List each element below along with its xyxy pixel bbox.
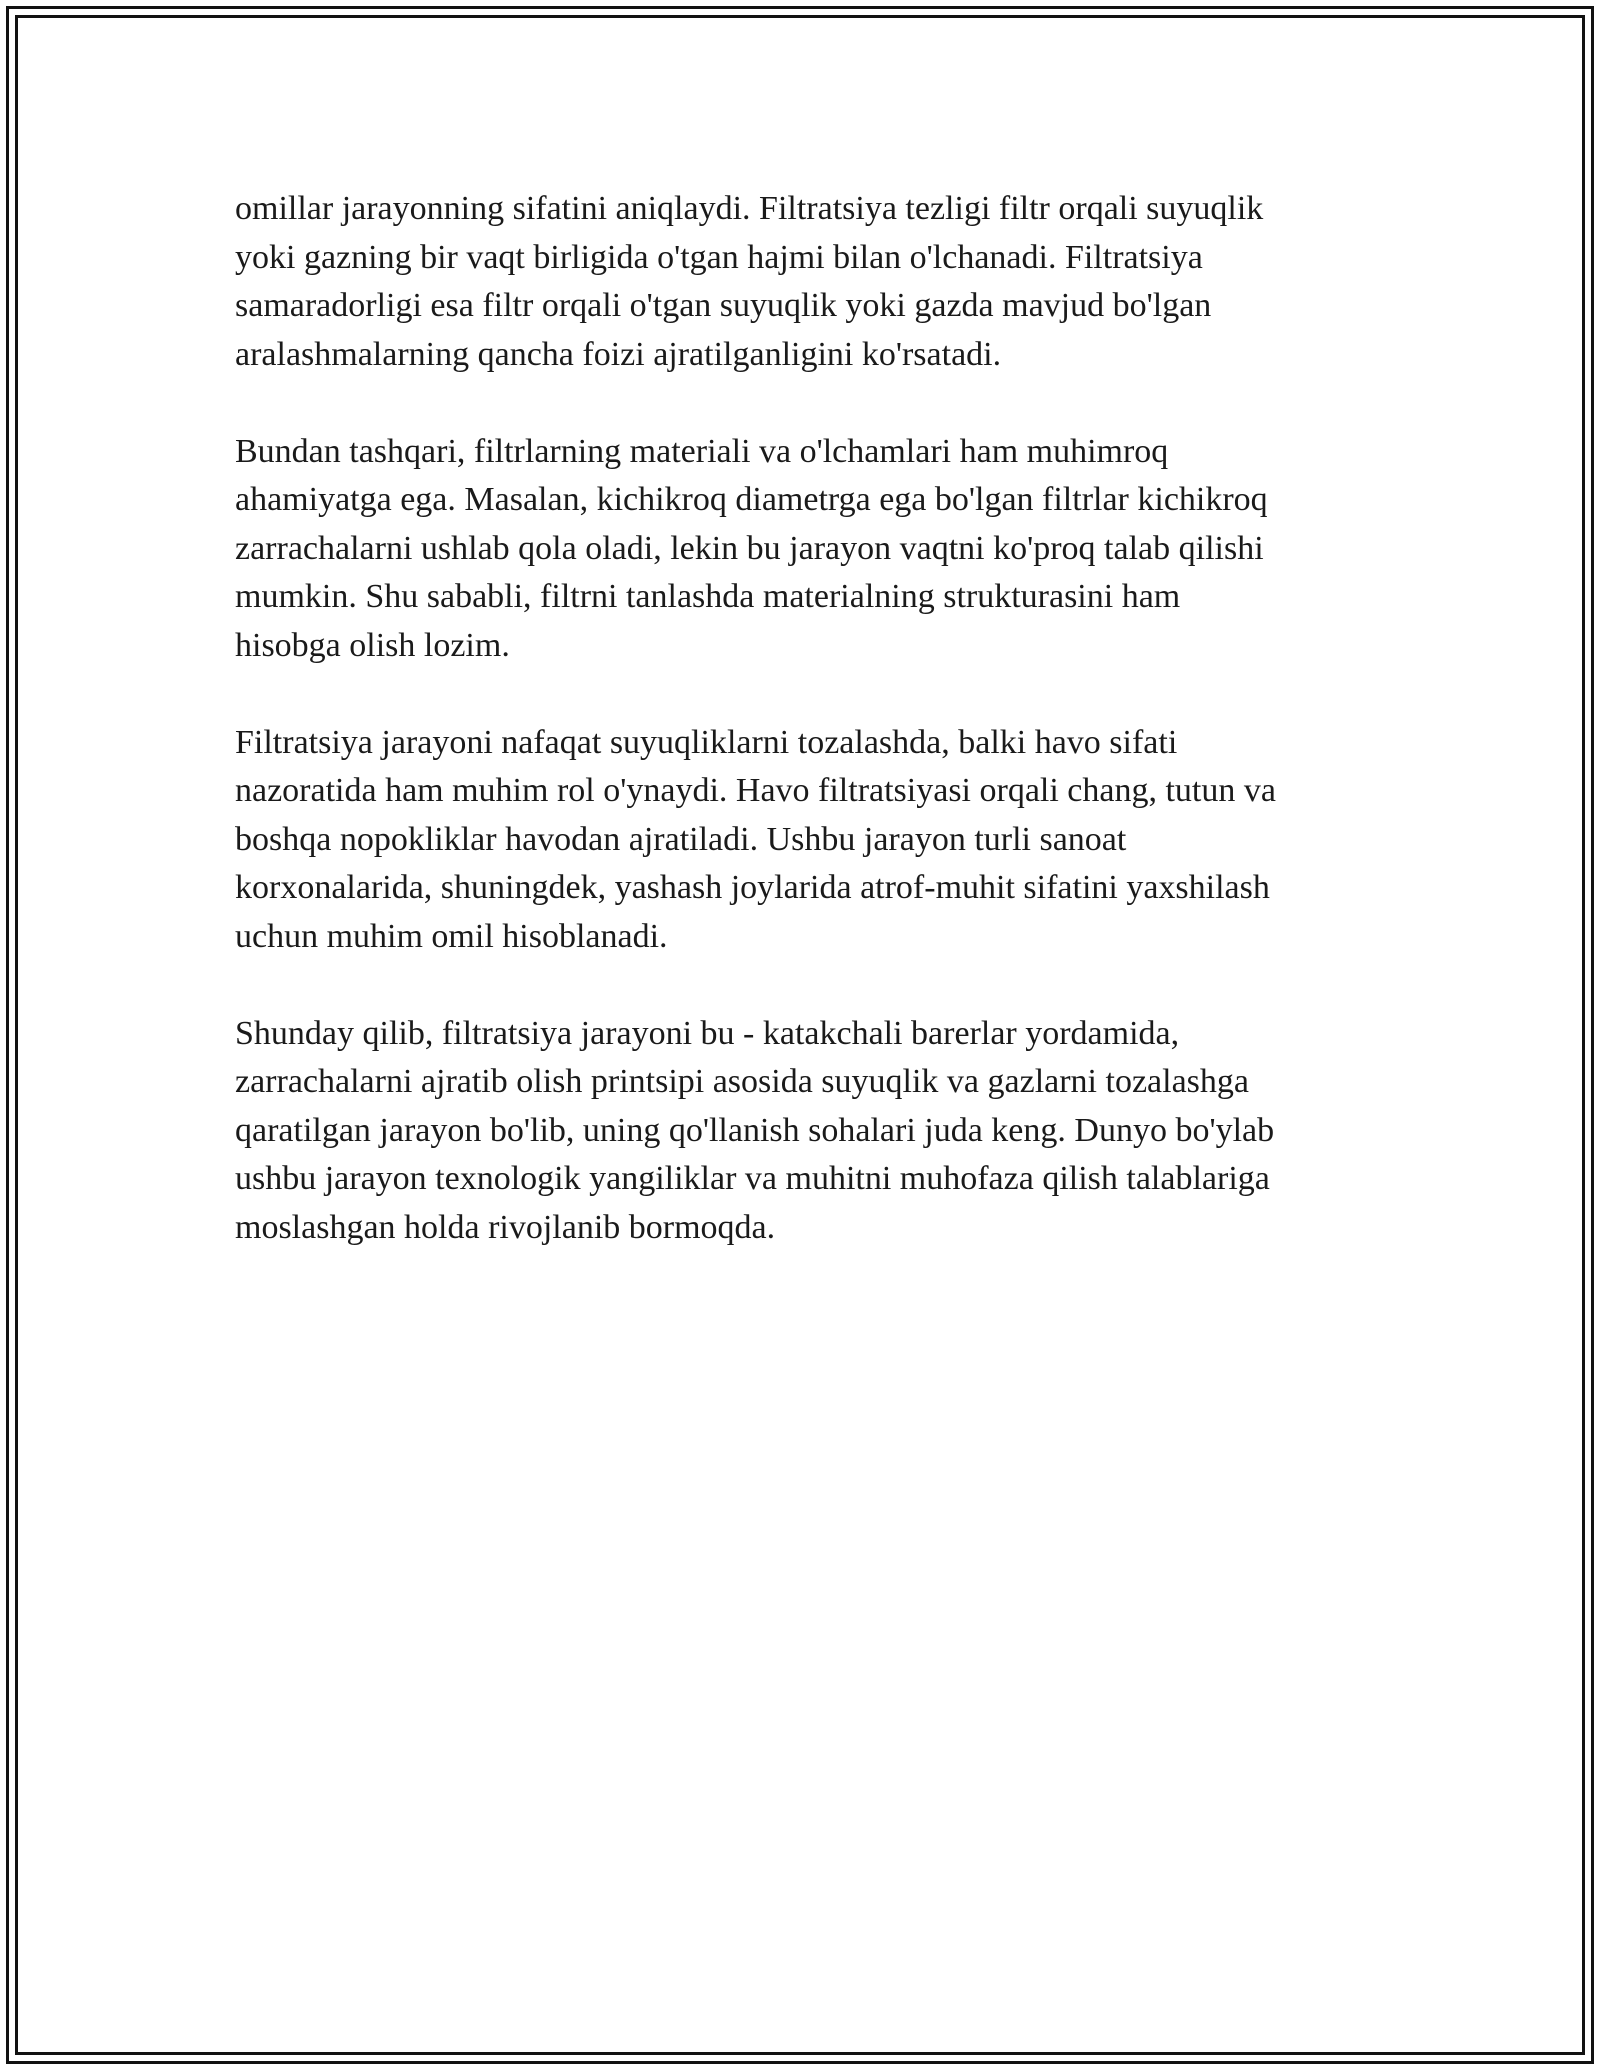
- paragraph-1: omillar jarayonning sifatini aniqlaydi. Filtratsiya tezligi filtr orqali suyuqlik yoki gazning bir vaqt birligida o'tgan hajmi bilan o'lchanadi. Filtratsiya samaradorligi esa filtr orqali o'tgan suyuqlik yoki gazda mavjud bo'lgan aralashmalarning qancha foizi ajratilganligini ko'rsatadi.: [235, 190, 1264, 373]
- paragraph-2: Bundan tashqari, filtrlarning materiali va o'lchamlari ham muhimroq ahamiyatga ega. Masalan, kichikroq diametrga ega bo'lgan filtrlar kichikroq zarrachalarni ushlab qola oladi, lekin bu jarayon vaqtni ko'proq talab qilishi mumkin. Shu sababli, filtrni tanlashda materialning strukturasini ham hisobga olish lozim.: [235, 432, 1268, 664]
- paragraph-4: Shunday qilib, filtratsiya jarayoni bu - katakchali barerlar yordamida, zarrachalarni ajratib olish printsipi asosida suyuqlik va gazlarni tozalashga qaratilgan jarayon bo'lib, uning qo'llanish sohalari juda keng. Dunyo bo'ylab ushbu jarayon texnologik yangiliklar va muhitni muhofaza qilish talablariga moslashgan holda rivojlanib bormoqda.: [235, 1014, 1275, 1246]
- paragraph-3: Filtratsiya jarayoni nafaqat suyuqliklarni tozalashda, balki havo sifati nazoratida ham muhim rol o'ynaydi. Havo filtratsiyasi orqali chang, tutun va boshqa nopokliklar havodan ajratiladi. Ushbu jarayon turli sanoat korxonalarida, shuningdek, yashash joylarida atrof-muhit sifatini yaxshilash uchun muhim omil hisoblanadi.: [235, 723, 1276, 955]
- document-body: [235, 185, 1365, 1301]
